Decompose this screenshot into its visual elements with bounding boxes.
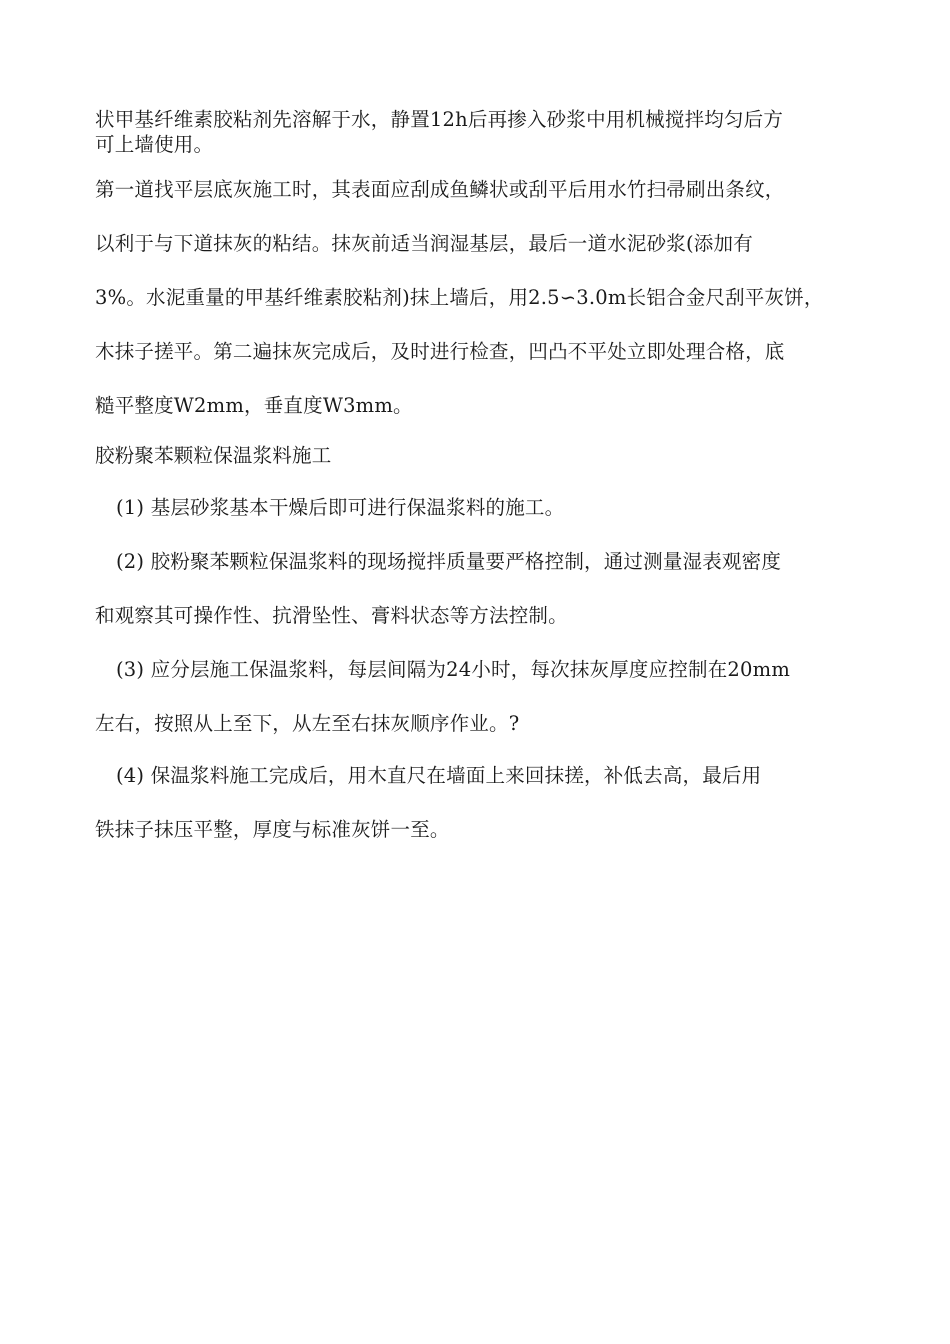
list-item: (3) 应分层施工保温浆料，每层间隔为24小时，每次抹灰厚度应控制在20mm	[116, 658, 791, 681]
text-line: 状甲基纤维素胶粘剂先溶解于水，静置12h后再掺入砂浆中用机械搅拌均匀后方	[95, 108, 784, 131]
text-line: 木抹子搓平。第二遍抹灰完成后，及时进行检查，凹凸不平处立即处理合格，底	[95, 340, 785, 363]
text-line: 铁抹子抹压平整，厚度与标准灰饼一至。	[95, 818, 450, 841]
text-line: 可上墙使用。	[95, 133, 214, 156]
text-line: 以利于与下道抹灰的粘结。抹灰前适当润湿基层，最后一道水泥砂浆(添加有	[95, 232, 753, 255]
list-item: (1) 基层砂浆基本干燥后即可进行保温浆料的施工。	[116, 496, 565, 519]
text-line: 糙平整度W2mm，垂直度W3mm。	[95, 394, 413, 417]
text-line: 第一道找平层底灰施工时，其表面应刮成鱼鳞状或刮平后用水竹扫帚刷出条纹，	[95, 178, 785, 201]
list-item: (2) 胶粉聚苯颗粒保温浆料的现场搅拌质量要严格控制，通过测量湿表观密度	[116, 550, 782, 573]
section-heading: 胶粉聚苯颗粒保温浆料施工	[95, 444, 332, 467]
text-line: 3%。水泥重量的甲基纤维素胶粘剂)抹上墙后，用2.5∽3.0m长铝合金尺刮平灰饼，	[95, 286, 824, 309]
text-line: 左右，按照从上至下，从左至右抹灰顺序作业。?	[95, 712, 520, 735]
list-item: (4) 保温浆料施工完成后，用木直尺在墙面上来回抹搓，补低去高，最后用	[116, 764, 762, 787]
text-line: 和观察其可操作性、抗滑坠性、膏料状态等方法控制。	[95, 604, 568, 627]
